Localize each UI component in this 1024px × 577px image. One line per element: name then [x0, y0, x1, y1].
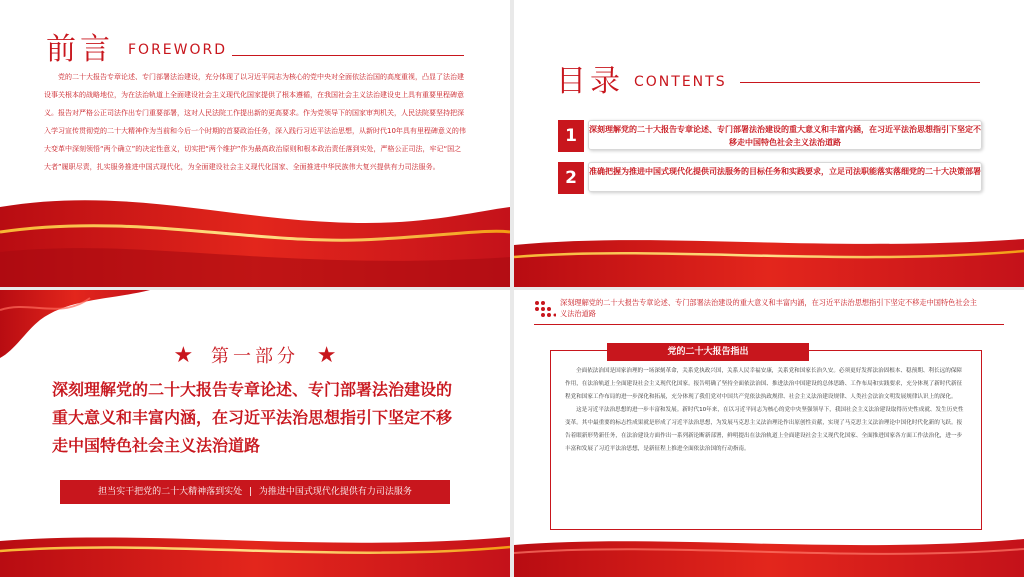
- foreword-paragraph: 党的二十大报告专章论述、专门部署法治建设，充分体现了以习近平同志为核心的党中央对全面依法治国的高度重视，凸显了法治建设事关根本的战略地位，为在法治轨道上全面建设社会主义现代化国家提供了根本遵循，在我国社会主义法治建设史上具有重要里程碑意义。报告对严格公正司法作出专门重要部署，这对人民法院工作提出新的更高要求。作为党领导下的国家审判机关，人民法院要坚持把深入学习宣传贯彻党的二十大精神作为当前和今后一个时期的首要政治任务，深入践行习近平法治思想，从新时代10年具有里程碑意义的伟大变革中深刻领悟“两个确立”的决定性意义，切实把“两个维护”作为最高政治原则和根本政治责任落到实处，严格公正司法，牢记“国之大者”履职尽责，扎实服务推进中国式现代化，为全面建设社会主义现代化国家、全面推进中华民族伟大复兴提供有力司法服务。: [44, 73, 466, 171]
- toc-number: 1: [558, 120, 584, 152]
- slide-content-detail[interactable]: [514, 290, 1024, 577]
- slogan-right: 为推进中国式现代化提供有力司法服务: [258, 487, 412, 497]
- slide-title: 前言: [46, 32, 114, 67]
- toc-number: 2: [558, 162, 584, 194]
- slogan-separator: |: [248, 487, 253, 497]
- toc-item-1[interactable]: [558, 120, 982, 152]
- toc-text: 准确把握为推进中国式现代化提供司法服务的目标任务和实践要求，立足司法职能落实落细党的二十大决策部署: [588, 162, 982, 192]
- quote-paragraph-1: 全面依法治国是国家治理的一场深刻革命，关系党执政兴国，关系人民幸福安康，关系党和国家长治久安。必须更好发挥法治固根本、稳预期、利长远的保障作用，在法治轨道上全面建设社会主义现代化国家。报告明确了坚持全面依法治国、推进法治中国建设的总体思路、工作布局和实践要求，充分体现了新时代新征程党和国家工作布局的进一步深化和拓展，充分体现了我们党对中国共产党依法执政规律、社会主义法治建设规律、人类社会法治文明发展规律认识上的深化。: [565, 368, 963, 400]
- quote-title: 党的二十大报告指出: [607, 343, 809, 361]
- slide-part-one[interactable]: [0, 290, 510, 577]
- part-label: 第一部分: [211, 346, 299, 367]
- title-divider: [232, 55, 464, 56]
- part-title: [0, 342, 510, 368]
- quote-body: [565, 365, 967, 456]
- slogan-left: 担当实干把党的二十大精神落到实处: [98, 487, 243, 497]
- dots-icon: [534, 300, 556, 322]
- part-heading: 深刻理解党的二十大报告专章论述、专门部署法治建设的重大意义和丰富内涵，在习近平法治思想指引下坚定不移走中国特色社会主义法治道路: [52, 380, 453, 455]
- star-icon: ★: [173, 343, 194, 368]
- red-ribbon-wave: [0, 177, 510, 287]
- slide-contents[interactable]: [514, 0, 1024, 287]
- slide-foreword[interactable]: [0, 0, 510, 287]
- toc-text: 深刻理解党的二十大报告专章论述、专门部署法治建设的重大意义和丰富内涵，在习近平法治思想指引下坚定不移走中国特色社会主义法治道路: [588, 120, 982, 150]
- slide-subtitle: CONTENTS: [634, 74, 727, 90]
- red-ribbon-wave: [514, 531, 1024, 577]
- red-ribbon-wave: [514, 227, 1024, 287]
- slide-title: 目录: [556, 64, 624, 99]
- title-divider: [740, 82, 980, 83]
- star-icon: ★: [316, 343, 337, 368]
- slide-header: 深刻理解党的二十大报告专章论述、专门部署法治建设的重大意义和丰富内涵，在习近平法治思想指引下坚定不移走中国特色社会主义法治道路: [560, 298, 977, 318]
- toc-item-2[interactable]: [558, 162, 982, 194]
- header-divider: [534, 324, 1004, 325]
- quote-frame: [550, 347, 982, 530]
- red-ribbon-wave: [0, 527, 510, 577]
- slide-subtitle: FOREWORD: [128, 42, 228, 58]
- slogan-banner: [60, 480, 450, 504]
- quote-paragraph-2: 这是习近平法治思想的进一步丰富和发展。新时代10年来，在以习近平同志为核心的党中央坚强领导下，我国社会主义法治建设取得历史性成就、发生历史性变革。其中最重要的标志性成果就是形成了习近平法治思想，为发展马克思主义法治理论作出原创性贡献，实现了马克思主义法治理论中国化时代化新的飞跃。报告着眼新形势新任务，在法治建设方面作出一系列新论断新部署，鲜明提出在法治轨道上全面建设社会主义现代化国家、全面推进国家各方面工作法治化，进一步丰富和发展了习近平法治思想，是新征程上推进全面依法治国的行动指南。: [565, 407, 964, 452]
